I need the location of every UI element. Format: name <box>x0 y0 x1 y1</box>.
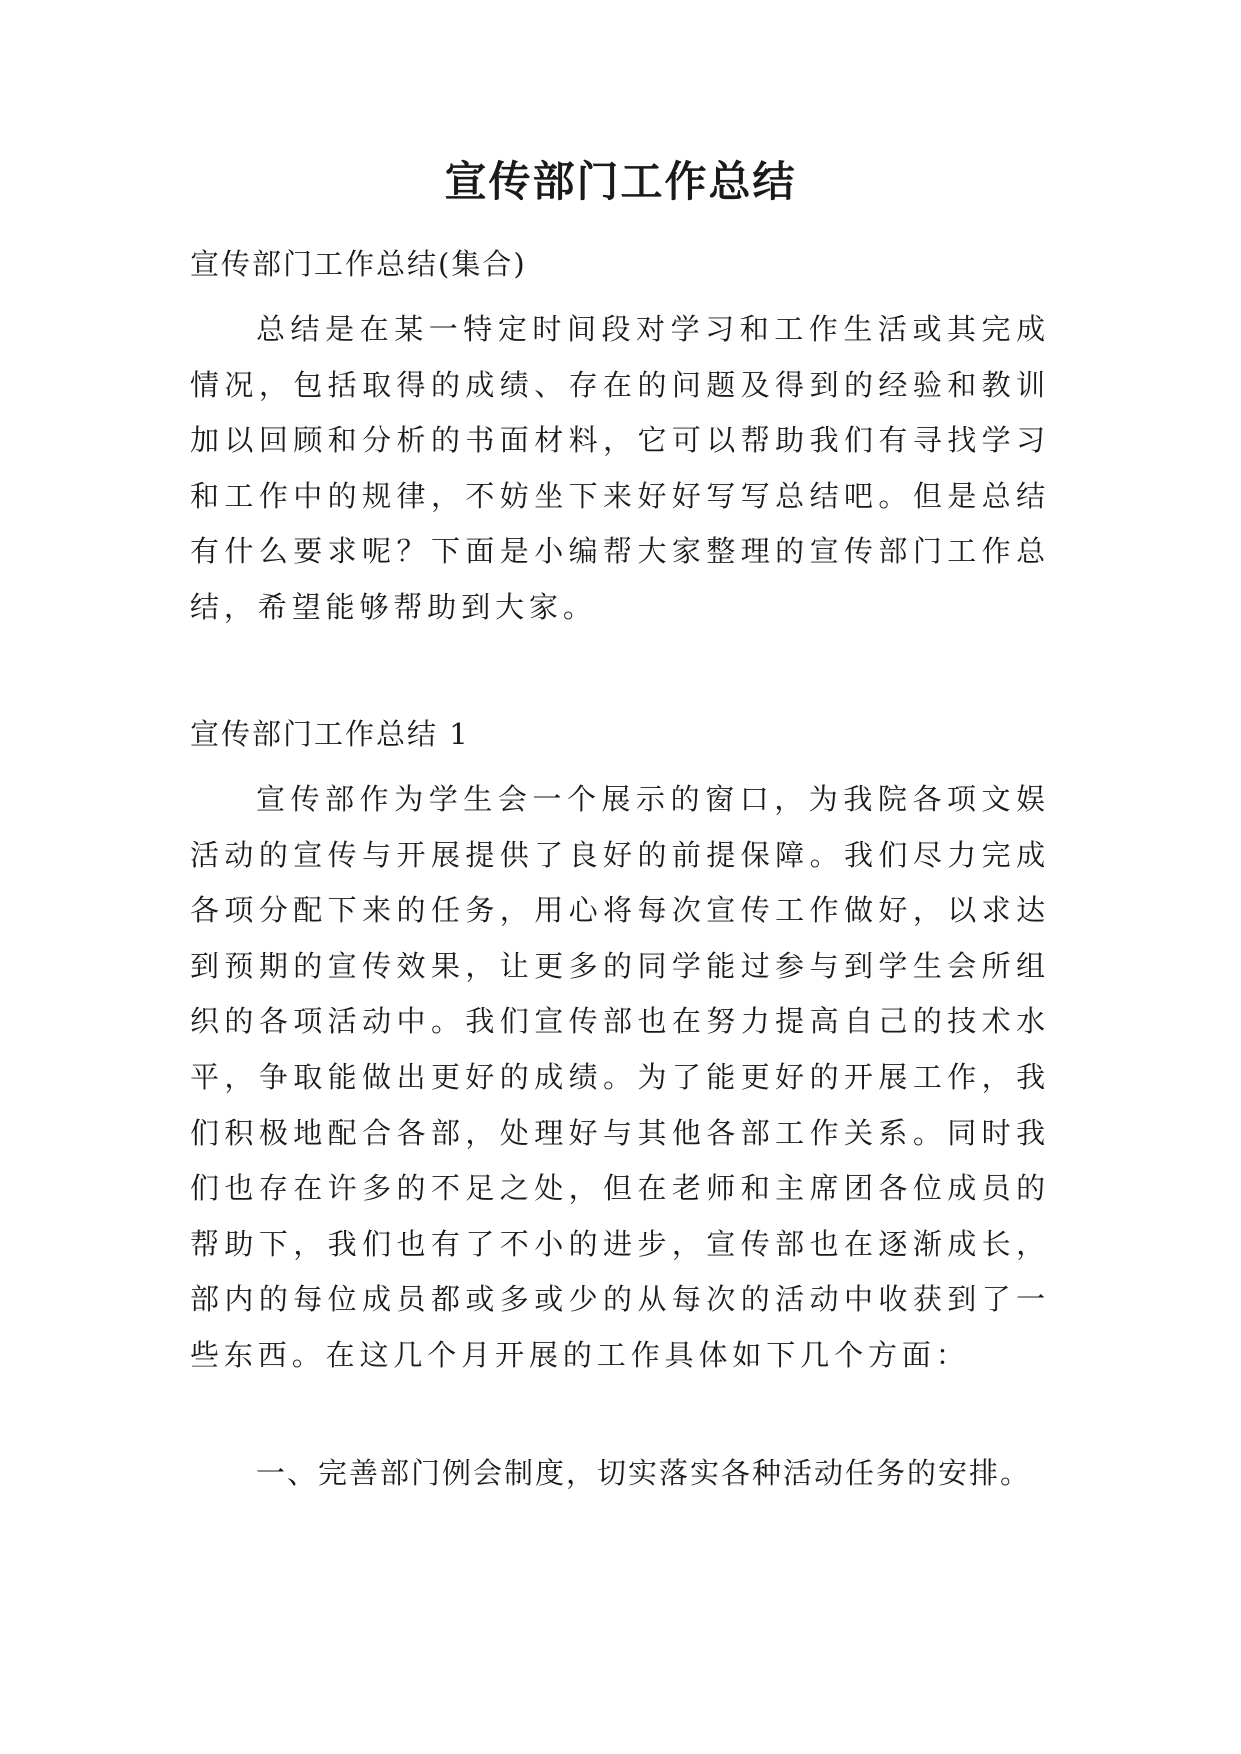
intro-paragraph: 总结是在某一特定时间段对学习和工作生活或其完成情况，包括取得的成绩、存在的问题及得到的经验和教训加以回顾和分析的书面材料，它可以帮助我们有寻找学习和工作中的规律，不妨坐下来好好写写总结吧。但是总结有什么要求呢？下面是小编帮大家整理的宣传部门工作总结，希望能够帮助到大家。 <box>190 312 1050 624</box>
section-paragraph: 宣传部作为学生会一个展示的窗口，为我院各项文娱活动的宣传与开展提供了良好的前提保障。我们尽力完成各项分配下来的任务，用心将每次宣传工作做好，以求达到预期的宣传效果，让更多的同学能过参与到学生会所组织的各项活动中。我们宣传部也在努力提高自己的技术水平，争取能做出更好的成绩。为了能更好的开展工作，我们积极地配合各部，处理好与其他各部工作关系。同时我们也存在许多的不足之处，但在老师和主席团各位成员的帮助下，我们也有了不小的进步，宣传部也在逐渐成长，部内的每位成员都或多或少的从每次的活动中收获到了一些东西。在这几个月开展的工作具体如下几个方面： <box>190 782 1050 1372</box>
page-title: 宣传部门工作总结 <box>444 157 797 206</box>
list-item-1: 一、完善部门例会制度，切实落实各种活动任务的安排。 <box>256 1456 1032 1490</box>
section-heading: 宣传部门工作总结 1 <box>190 717 470 751</box>
document-subtitle: 宣传部门工作总结(集合) <box>190 247 527 281</box>
